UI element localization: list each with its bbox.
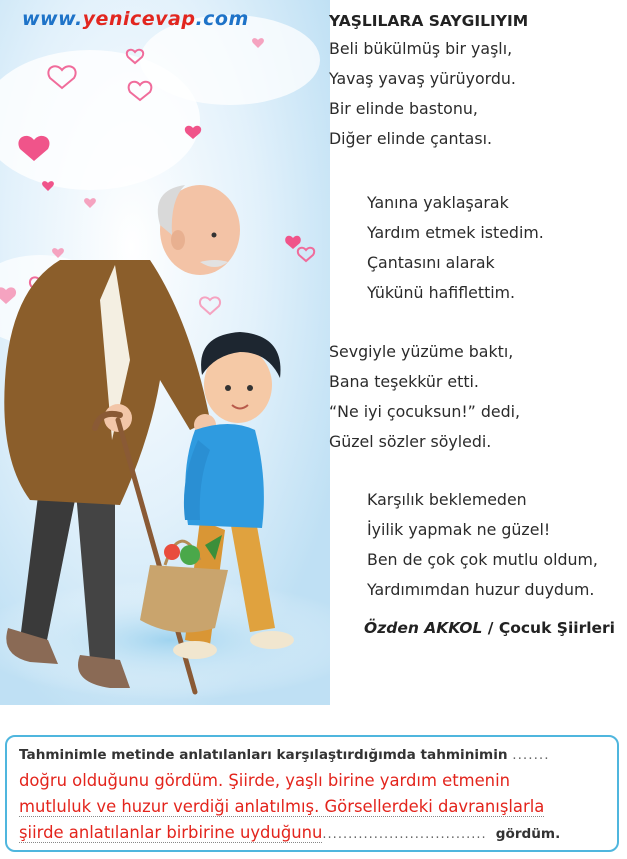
poem-line: Yükünü hafiflettim. — [367, 283, 516, 302]
poem-line: Bir elinde bastonu, — [329, 99, 478, 118]
bag-body — [140, 565, 228, 633]
poem-line: Yardımımdan huzur duydum. — [367, 580, 595, 599]
book-title: Çocuk Şiirleri — [498, 619, 615, 637]
illustration-elder-and-boy — [0, 0, 330, 705]
answer-prompt: Tahminimle metinde anlatılanları karşılaştırdığımda tahminimin — [19, 747, 508, 763]
site-watermark — [22, 8, 249, 30]
handwritten-answer-line: mutluluk ve huzur verdiği anlatılmış. Görsellerdeki davranışlarla — [19, 797, 545, 816]
man-eye — [212, 233, 217, 238]
poem-line: Diğer elinde çantası. — [329, 129, 492, 148]
poem-line: Yardım etmek istedim. — [367, 223, 544, 242]
poem-stanza — [329, 34, 516, 154]
poem-line: Ben de çok çok mutlu oldum, — [367, 550, 598, 569]
poem-stanza — [367, 188, 544, 308]
author-name: Özden AKKOL — [364, 619, 483, 637]
poem-line: Bana teşekkür etti. — [329, 372, 479, 391]
poem-line: İyilik yapmak ne güzel! — [367, 520, 551, 539]
handwritten-answer-line: doğru olduğunu gördüm. Şiirde, yaşlı birine yardım etmenin — [19, 771, 511, 790]
poem-line: Beli bükülmüş bir yaşlı, — [329, 39, 513, 58]
man-ear — [171, 230, 185, 250]
poem-line: Sevgiyle yüzüme baktı, — [329, 342, 514, 361]
attribution-separator: / — [482, 619, 499, 637]
watermark-middle: yenicevap — [82, 8, 196, 30]
poem-line: Karşılık beklemeden — [367, 490, 527, 509]
answer-end-dots: ................................ — [322, 827, 487, 842]
poem-line: Yavaş yavaş yürüyordu. — [329, 69, 516, 88]
answer-prompt-dots: ....... — [512, 747, 550, 763]
poem-title: YAŞLILARA SAYGILIYIM — [329, 12, 529, 30]
poem-line: Yanına yaklaşarak — [367, 193, 509, 212]
vegetable — [180, 545, 200, 565]
poem-stanza — [367, 485, 598, 605]
boy-shoe — [250, 631, 294, 649]
vegetable — [164, 544, 180, 560]
poem-line: “Ne iyi çocuksun!” dedi, — [329, 402, 521, 421]
poem — [329, 10, 627, 599]
boy-eye — [225, 385, 231, 391]
handwritten-answer-line: şiirde anlatılanlar birbirine uyduğunu — [19, 823, 323, 842]
answer-final-line — [19, 823, 560, 842]
poem-line: Güzel sözler söyledi. — [329, 432, 492, 451]
answer-prompt-line — [19, 747, 550, 763]
answer-box — [5, 735, 619, 852]
poem-line: Çantasını alarak — [367, 253, 495, 272]
poem-stanza — [329, 337, 520, 457]
boy-eye — [247, 385, 253, 391]
boy-shoe — [173, 641, 217, 659]
watermark-suffix: .com — [195, 8, 249, 30]
poem-attribution — [364, 619, 615, 637]
watermark-prefix: www. — [22, 8, 83, 30]
answer-end-word: gördüm. — [495, 826, 561, 842]
